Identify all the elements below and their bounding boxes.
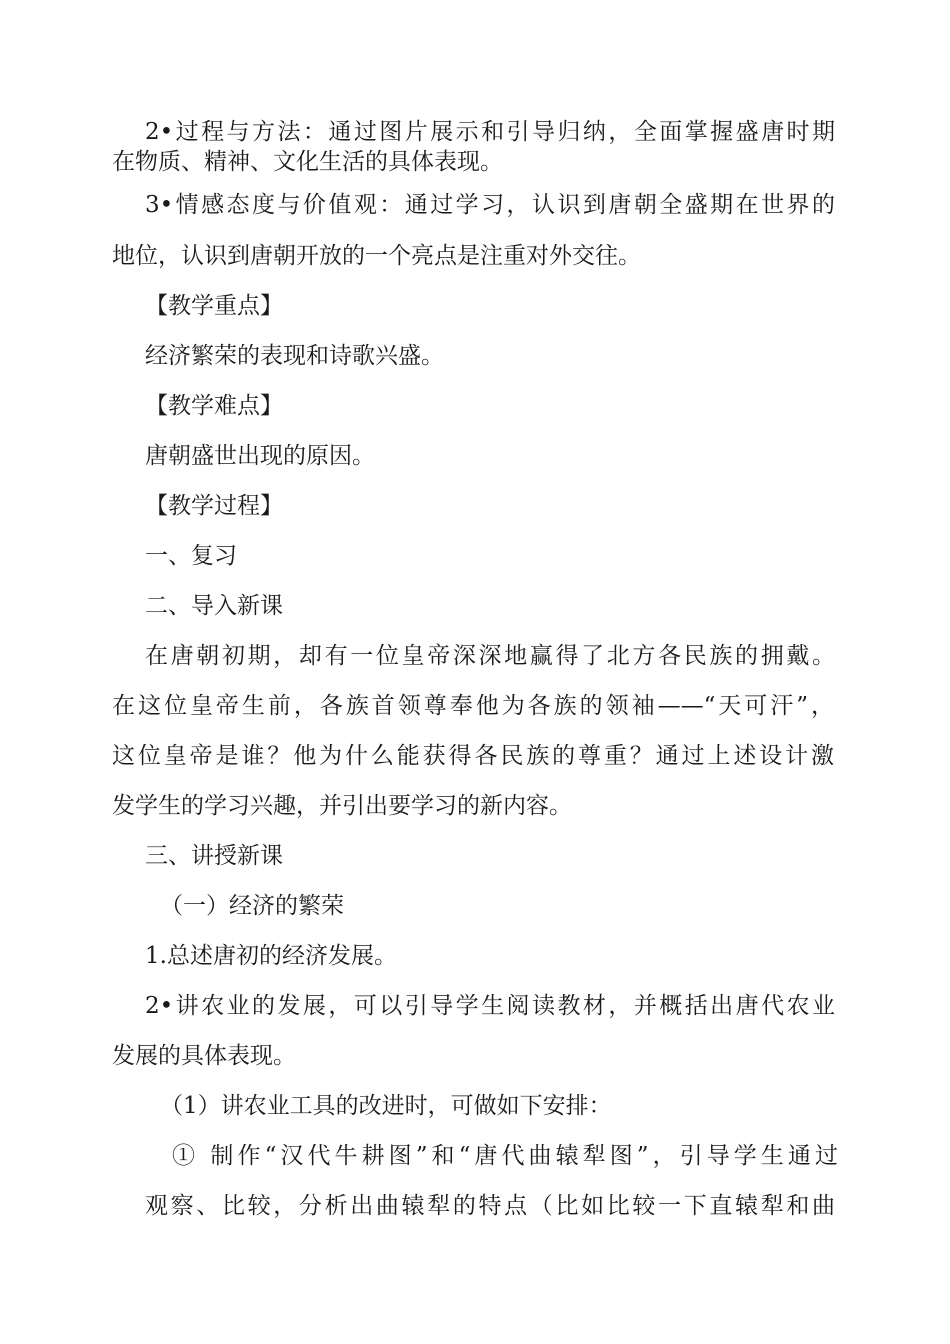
text-line: 一、复习 — [145, 543, 237, 569]
text-line: （1）讲农业工具的改进时，可做如下安排： — [160, 1093, 612, 1119]
text-line: （一）经济的繁荣 — [160, 893, 344, 919]
text-line: 发学生的学习兴趣，并引出要学习的新内容。 — [112, 793, 572, 819]
text-line: 二、导入新课 — [145, 593, 283, 619]
text-line: 这位皇帝是谁？他为什么能获得各民族的尊重？通过上述设计激 — [112, 743, 834, 769]
text-line: ① 制作“汉代牛耕图”和“唐代曲辕犁图”，引导学生通过 — [172, 1143, 838, 1169]
text-line: 2•过程与方法：通过图片展示和引导归纳，全面掌握盛唐时期 — [145, 119, 835, 145]
text-line: 发展的具体表现。 — [112, 1043, 296, 1069]
text-line: 1.总述唐初的经济发展。 — [145, 943, 397, 969]
text-line: 地位，认识到唐朝开放的一个亮点是注重对外交往。 — [112, 243, 641, 269]
section-heading: 【教学过程】 — [145, 493, 283, 519]
text-line: 观察、比较，分析出曲辕犁的特点（比如比较一下直辕犁和曲 — [145, 1193, 835, 1219]
section-heading: 【教学重点】 — [145, 293, 283, 319]
section-heading: 【教学难点】 — [145, 393, 283, 419]
text-line: 2•讲农业的发展，可以引导学生阅读教材，并概括出唐代农业 — [145, 993, 835, 1019]
text-line: 在物质、精神、文化生活的具体表现。 — [112, 149, 503, 175]
text-line: 三、讲授新课 — [145, 843, 283, 869]
text-line: 经济繁荣的表现和诗歌兴盛。 — [145, 343, 444, 369]
text-line: 在唐朝初期，却有一位皇帝深深地赢得了北方各民族的拥戴。 — [145, 643, 835, 669]
text-line: 唐朝盛世出现的原因。 — [145, 443, 375, 469]
text-line: 在这位皇帝生前，各族首领尊奉他为各族的领袖——“天可汗”， — [112, 693, 834, 719]
text-line: 3•情感态度与价值观：通过学习，认识到唐朝全盛期在世界的 — [145, 192, 835, 218]
